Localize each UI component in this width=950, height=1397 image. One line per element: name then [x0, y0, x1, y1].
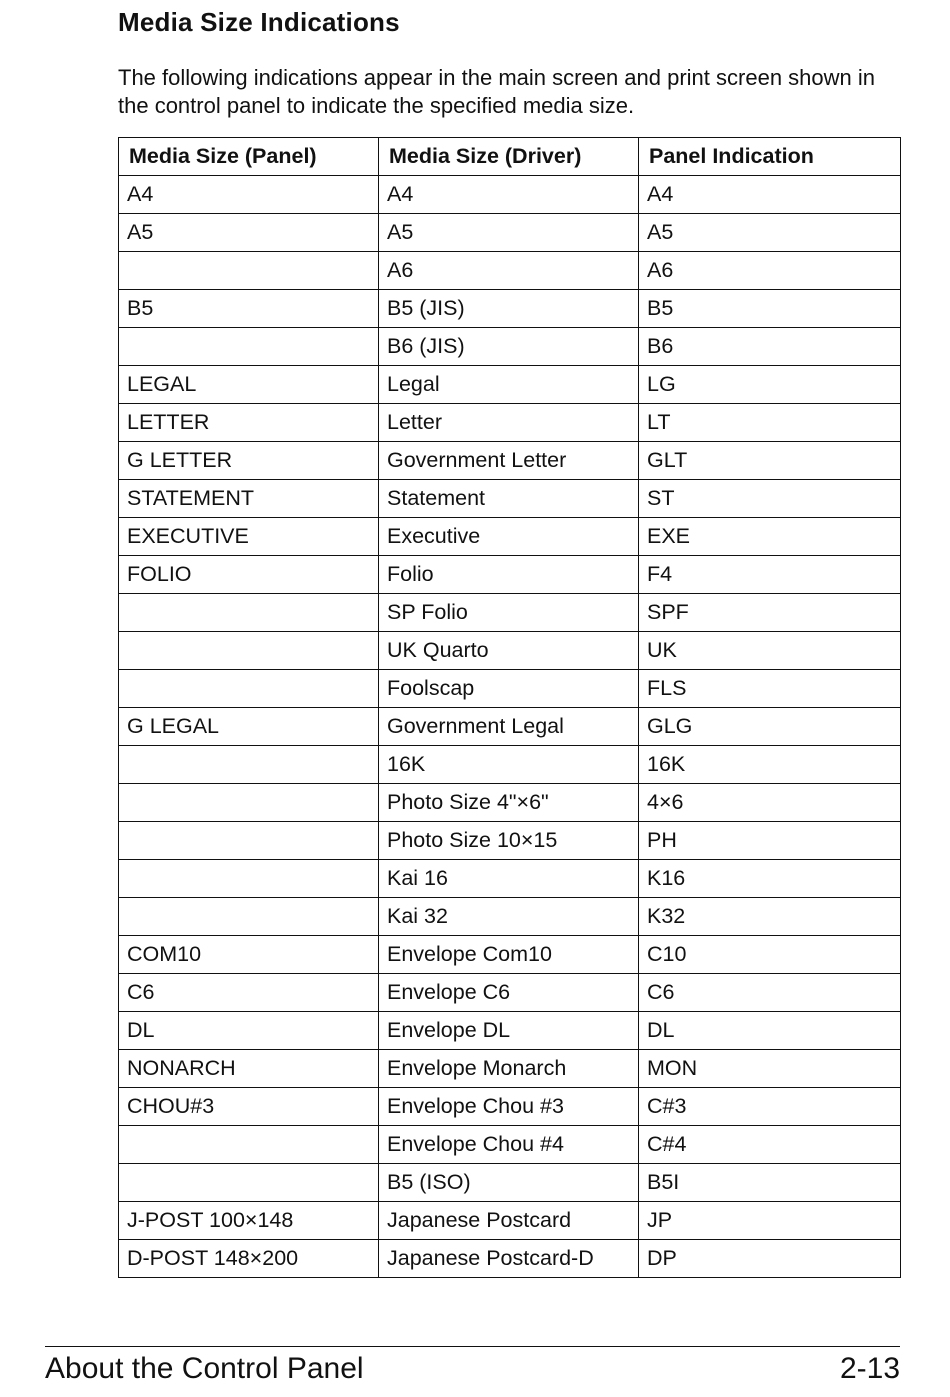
cell-media-size-panel: CHOU#3	[119, 1088, 379, 1126]
cell-media-size-driver: A4	[379, 176, 639, 214]
cell-media-size-panel: LETTER	[119, 404, 379, 442]
table-row	[119, 594, 901, 632]
table-row	[119, 518, 901, 556]
cell-panel-indication: FLS	[639, 670, 901, 708]
cell-media-size-driver: Envelope Com10	[379, 936, 639, 974]
table-row	[119, 1088, 901, 1126]
cell-panel-indication: A5	[639, 214, 901, 252]
cell-media-size-driver: Envelope C6	[379, 974, 639, 1012]
cell-media-size-driver: Envelope Chou #3	[379, 1088, 639, 1126]
cell-media-size-panel: A5	[119, 214, 379, 252]
cell-media-size-driver: Letter	[379, 404, 639, 442]
cell-panel-indication: EXE	[639, 518, 901, 556]
footer-chapter-title: About the Control Panel	[45, 1352, 364, 1385]
cell-media-size-panel: DL	[119, 1012, 379, 1050]
cell-media-size-panel	[119, 1126, 379, 1164]
cell-media-size-driver: Government Letter	[379, 442, 639, 480]
cell-media-size-driver: B6 (JIS)	[379, 328, 639, 366]
table-row	[119, 328, 901, 366]
cell-media-size-driver: B5 (ISO)	[379, 1164, 639, 1202]
cell-media-size-driver: Japanese Postcard-D	[379, 1240, 639, 1278]
cell-panel-indication: K16	[639, 860, 901, 898]
cell-panel-indication: F4	[639, 556, 901, 594]
section-title: Media Size Indications	[118, 7, 400, 37]
table-body	[119, 176, 901, 1278]
table-row	[119, 670, 901, 708]
footer-divider	[45, 1346, 900, 1347]
cell-media-size-driver: Kai 32	[379, 898, 639, 936]
cell-panel-indication: GLT	[639, 442, 901, 480]
table-row	[119, 1202, 901, 1240]
cell-media-size-panel	[119, 860, 379, 898]
table-row	[119, 252, 901, 290]
table-row	[119, 746, 901, 784]
cell-media-size-panel: FOLIO	[119, 556, 379, 594]
cell-media-size-panel	[119, 594, 379, 632]
cell-media-size-driver: Photo Size 10×15	[379, 822, 639, 860]
cell-media-size-driver: 16K	[379, 746, 639, 784]
cell-media-size-panel	[119, 822, 379, 860]
cell-media-size-driver: A5	[379, 214, 639, 252]
cell-panel-indication: 16K	[639, 746, 901, 784]
cell-media-size-panel: LEGAL	[119, 366, 379, 404]
cell-media-size-panel: STATEMENT	[119, 480, 379, 518]
cell-panel-indication: C10	[639, 936, 901, 974]
header-media-size-panel: Media Size (Panel)	[119, 138, 379, 176]
table-row	[119, 708, 901, 746]
cell-media-size-driver: UK Quarto	[379, 632, 639, 670]
table-row	[119, 556, 901, 594]
cell-panel-indication: DP	[639, 1240, 901, 1278]
cell-media-size-driver: Japanese Postcard	[379, 1202, 639, 1240]
cell-media-size-driver: Government Legal	[379, 708, 639, 746]
cell-panel-indication: B6	[639, 328, 901, 366]
header-row	[119, 138, 901, 176]
table-row	[119, 860, 901, 898]
table-row	[119, 1012, 901, 1050]
cell-media-size-panel: A4	[119, 176, 379, 214]
cell-media-size-panel	[119, 746, 379, 784]
cell-media-size-panel: C6	[119, 974, 379, 1012]
cell-panel-indication: GLG	[639, 708, 901, 746]
cell-media-size-driver: Executive	[379, 518, 639, 556]
cell-media-size-driver: Foolscap	[379, 670, 639, 708]
cell-panel-indication: SPF	[639, 594, 901, 632]
table-row	[119, 936, 901, 974]
cell-media-size-driver: Envelope DL	[379, 1012, 639, 1050]
cell-panel-indication: MON	[639, 1050, 901, 1088]
cell-media-size-driver: SP Folio	[379, 594, 639, 632]
cell-media-size-panel: COM10	[119, 936, 379, 974]
cell-media-size-panel: EXECUTIVE	[119, 518, 379, 556]
cell-panel-indication: UK	[639, 632, 901, 670]
cell-media-size-panel	[119, 898, 379, 936]
cell-media-size-driver: Envelope Chou #4	[379, 1126, 639, 1164]
table-row	[119, 1164, 901, 1202]
cell-panel-indication: JP	[639, 1202, 901, 1240]
table-row	[119, 822, 901, 860]
table-row	[119, 1240, 901, 1278]
cell-media-size-panel: G LETTER	[119, 442, 379, 480]
cell-media-size-panel	[119, 252, 379, 290]
cell-media-size-driver: Kai 16	[379, 860, 639, 898]
cell-media-size-driver: Envelope Monarch	[379, 1050, 639, 1088]
cell-panel-indication: 4×6	[639, 784, 901, 822]
cell-media-size-panel	[119, 328, 379, 366]
table-row	[119, 366, 901, 404]
table-row	[119, 1050, 901, 1088]
table-row	[119, 290, 901, 328]
table-row	[119, 214, 901, 252]
table-header	[119, 138, 901, 176]
cell-panel-indication: K32	[639, 898, 901, 936]
cell-panel-indication: B5I	[639, 1164, 901, 1202]
cell-panel-indication: A6	[639, 252, 901, 290]
table-row	[119, 784, 901, 822]
cell-media-size-panel: J-POST 100×148	[119, 1202, 379, 1240]
header-media-size-driver: Media Size (Driver)	[379, 138, 639, 176]
cell-media-size-driver: Legal	[379, 366, 639, 404]
header-panel-indication: Panel Indication	[639, 138, 901, 176]
intro-paragraph: The following indications appear in the main screen and print screen shown in the control panel to indicate the specified media size.	[118, 65, 875, 118]
table-row	[119, 480, 901, 518]
table-row	[119, 404, 901, 442]
cell-media-size-driver: Statement	[379, 480, 639, 518]
cell-panel-indication: C#3	[639, 1088, 901, 1126]
cell-panel-indication: B5	[639, 290, 901, 328]
cell-panel-indication: C6	[639, 974, 901, 1012]
table-row	[119, 974, 901, 1012]
cell-media-size-panel: B5	[119, 290, 379, 328]
cell-media-size-panel	[119, 670, 379, 708]
cell-media-size-panel: G LEGAL	[119, 708, 379, 746]
footer-page-number: 2-13	[839, 1352, 900, 1385]
cell-media-size-driver: A6	[379, 252, 639, 290]
cell-media-size-panel	[119, 784, 379, 822]
cell-media-size-panel	[119, 1164, 379, 1202]
cell-panel-indication: LG	[639, 366, 901, 404]
media-size-table	[118, 137, 901, 1278]
cell-media-size-panel: D-POST 148×200	[119, 1240, 379, 1278]
table-row	[119, 898, 901, 936]
cell-media-size-panel	[119, 632, 379, 670]
cell-panel-indication: ST	[639, 480, 901, 518]
table-row	[119, 632, 901, 670]
cell-panel-indication: LT	[639, 404, 901, 442]
cell-panel-indication: PH	[639, 822, 901, 860]
table-row	[119, 1126, 901, 1164]
table-row	[119, 176, 901, 214]
cell-panel-indication: C#4	[639, 1126, 901, 1164]
cell-media-size-driver: Folio	[379, 556, 639, 594]
cell-media-size-driver: Photo Size 4"×6"	[379, 784, 639, 822]
cell-media-size-driver: B5 (JIS)	[379, 290, 639, 328]
table-row	[119, 442, 901, 480]
cell-panel-indication: A4	[639, 176, 901, 214]
cell-panel-indication: DL	[639, 1012, 901, 1050]
cell-media-size-panel: NONARCH	[119, 1050, 379, 1088]
